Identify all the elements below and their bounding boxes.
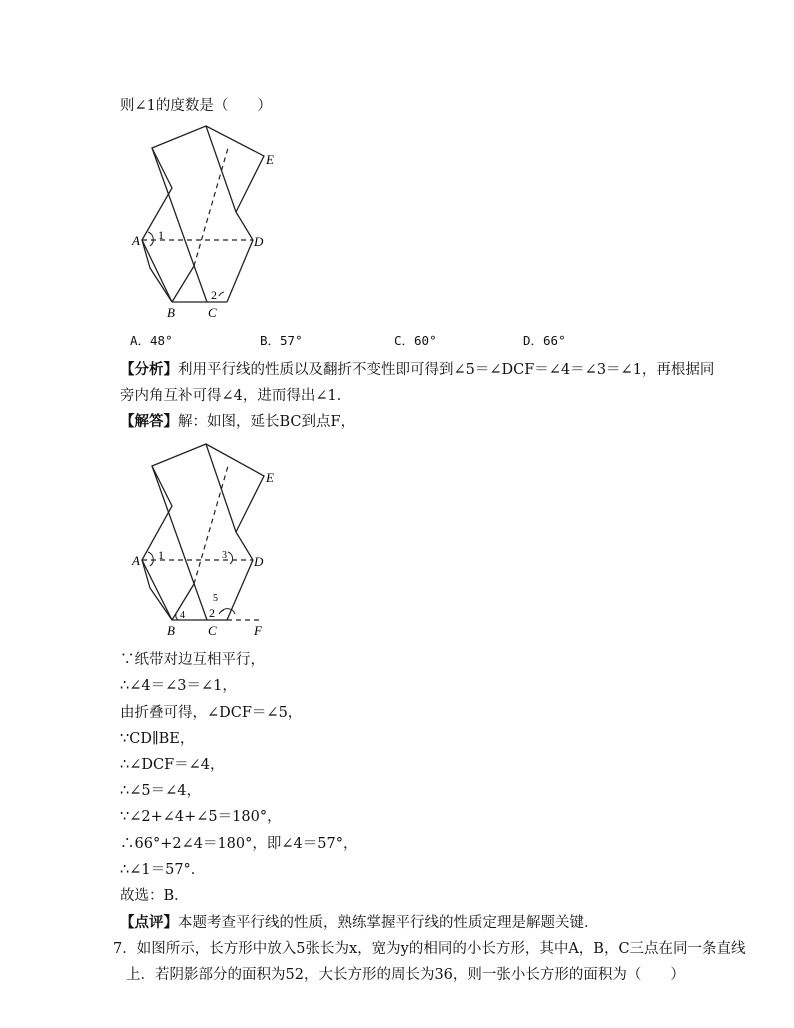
- analysis-tag: 【分析】: [120, 361, 178, 378]
- strip-edge-left: [142, 560, 172, 620]
- angle1-arc: [148, 232, 153, 246]
- question-7-line-1: 7．如图所示，长方形中放入5张长为x，宽为y的相同的小长方形，其中A，B，C三点在同一条直线: [113, 941, 746, 957]
- question-tail: 则∠1的度数是（ ）: [120, 98, 272, 114]
- step-7: ∵∠2+∠4+∠5＝180°，: [120, 809, 282, 825]
- solution-text: 解：如图，延长BC到点F，: [178, 414, 356, 430]
- strip-edge-left: [142, 240, 172, 302]
- label-angle-3: 3: [222, 550, 227, 561]
- label-b: B: [167, 305, 175, 320]
- label-angle-2: 2: [211, 288, 217, 302]
- label-e: E: [266, 152, 274, 167]
- dashed-crease: [194, 148, 228, 266]
- label-angle-1: 1: [158, 548, 164, 562]
- step-2: ∴∠4＝∠3＝∠1，: [120, 678, 237, 694]
- solution-line: [120, 410, 355, 431]
- analysis-line-2: 旁内角互补可得∠4，进而得出∠1．: [120, 388, 352, 404]
- label-d: D: [254, 234, 264, 249]
- step-5: ∴∠DCF＝∠4，: [120, 757, 225, 773]
- label-angle-4: 4: [180, 610, 185, 621]
- label-angle-5: 5: [213, 593, 218, 604]
- step-4: ∵CD∥BE，: [120, 731, 195, 747]
- label-angle-2: 2: [209, 606, 215, 620]
- label-d: D: [254, 554, 264, 569]
- option-a[interactable]: A．48°: [130, 333, 173, 348]
- step-1: ∵纸带对边互相平行，: [120, 652, 265, 668]
- label-c: C: [208, 305, 217, 320]
- figure-folded-strip-2: [120, 440, 300, 640]
- option-b[interactable]: B．57°: [260, 333, 303, 348]
- angle3-arc: [228, 552, 233, 564]
- strip-edge-lower: [172, 266, 194, 302]
- dashed-crease: [194, 466, 228, 584]
- step-10: 故选：B．: [120, 888, 189, 904]
- option-c[interactable]: C．60°: [394, 333, 437, 348]
- label-e: E: [266, 470, 274, 485]
- angle1-arc: [148, 552, 153, 566]
- comment-text: 本题考查平行线的性质，熟练掌握平行线的性质定理是解题关键．: [178, 915, 599, 931]
- step-6: ∴∠5＝∠4，: [120, 783, 201, 799]
- label-f: F: [254, 623, 262, 638]
- label-angle-1: 1: [158, 228, 164, 242]
- analysis-line-1: [120, 358, 714, 379]
- label-b: B: [167, 623, 175, 638]
- label-c: C: [208, 623, 217, 638]
- flap-outline: [206, 444, 264, 532]
- step-3: 由折叠可得，∠DCF＝∠5，: [120, 705, 303, 721]
- label-a: A: [132, 553, 140, 568]
- angle5-arc: [221, 609, 235, 614]
- analysis-text-1: 利用平行线的性质以及翻折不变性即可得到∠5＝∠DCF＝∠4＝∠3＝∠1，再根据同: [178, 362, 715, 378]
- figure-folded-strip-1: [120, 118, 300, 323]
- angle4-arc: [176, 614, 178, 620]
- option-d[interactable]: D．66°: [523, 333, 566, 348]
- label-a: A: [132, 233, 140, 248]
- angle2-arc: [219, 292, 224, 296]
- question-7-line-2: 上．若阴影部分的面积为52，大长方形的周长为36，则一张小长方形的面积为（ ）: [126, 967, 685, 983]
- flap-outline: [206, 126, 264, 212]
- step-9: ∴∠1＝57°．: [120, 862, 206, 878]
- step-8: ∴66°+2∠4＝180°，即∠4＝57°，: [120, 836, 358, 852]
- solution-tag: 【解答】: [120, 413, 178, 430]
- comment-line: [120, 911, 599, 932]
- comment-tag: 【点评】: [120, 914, 178, 931]
